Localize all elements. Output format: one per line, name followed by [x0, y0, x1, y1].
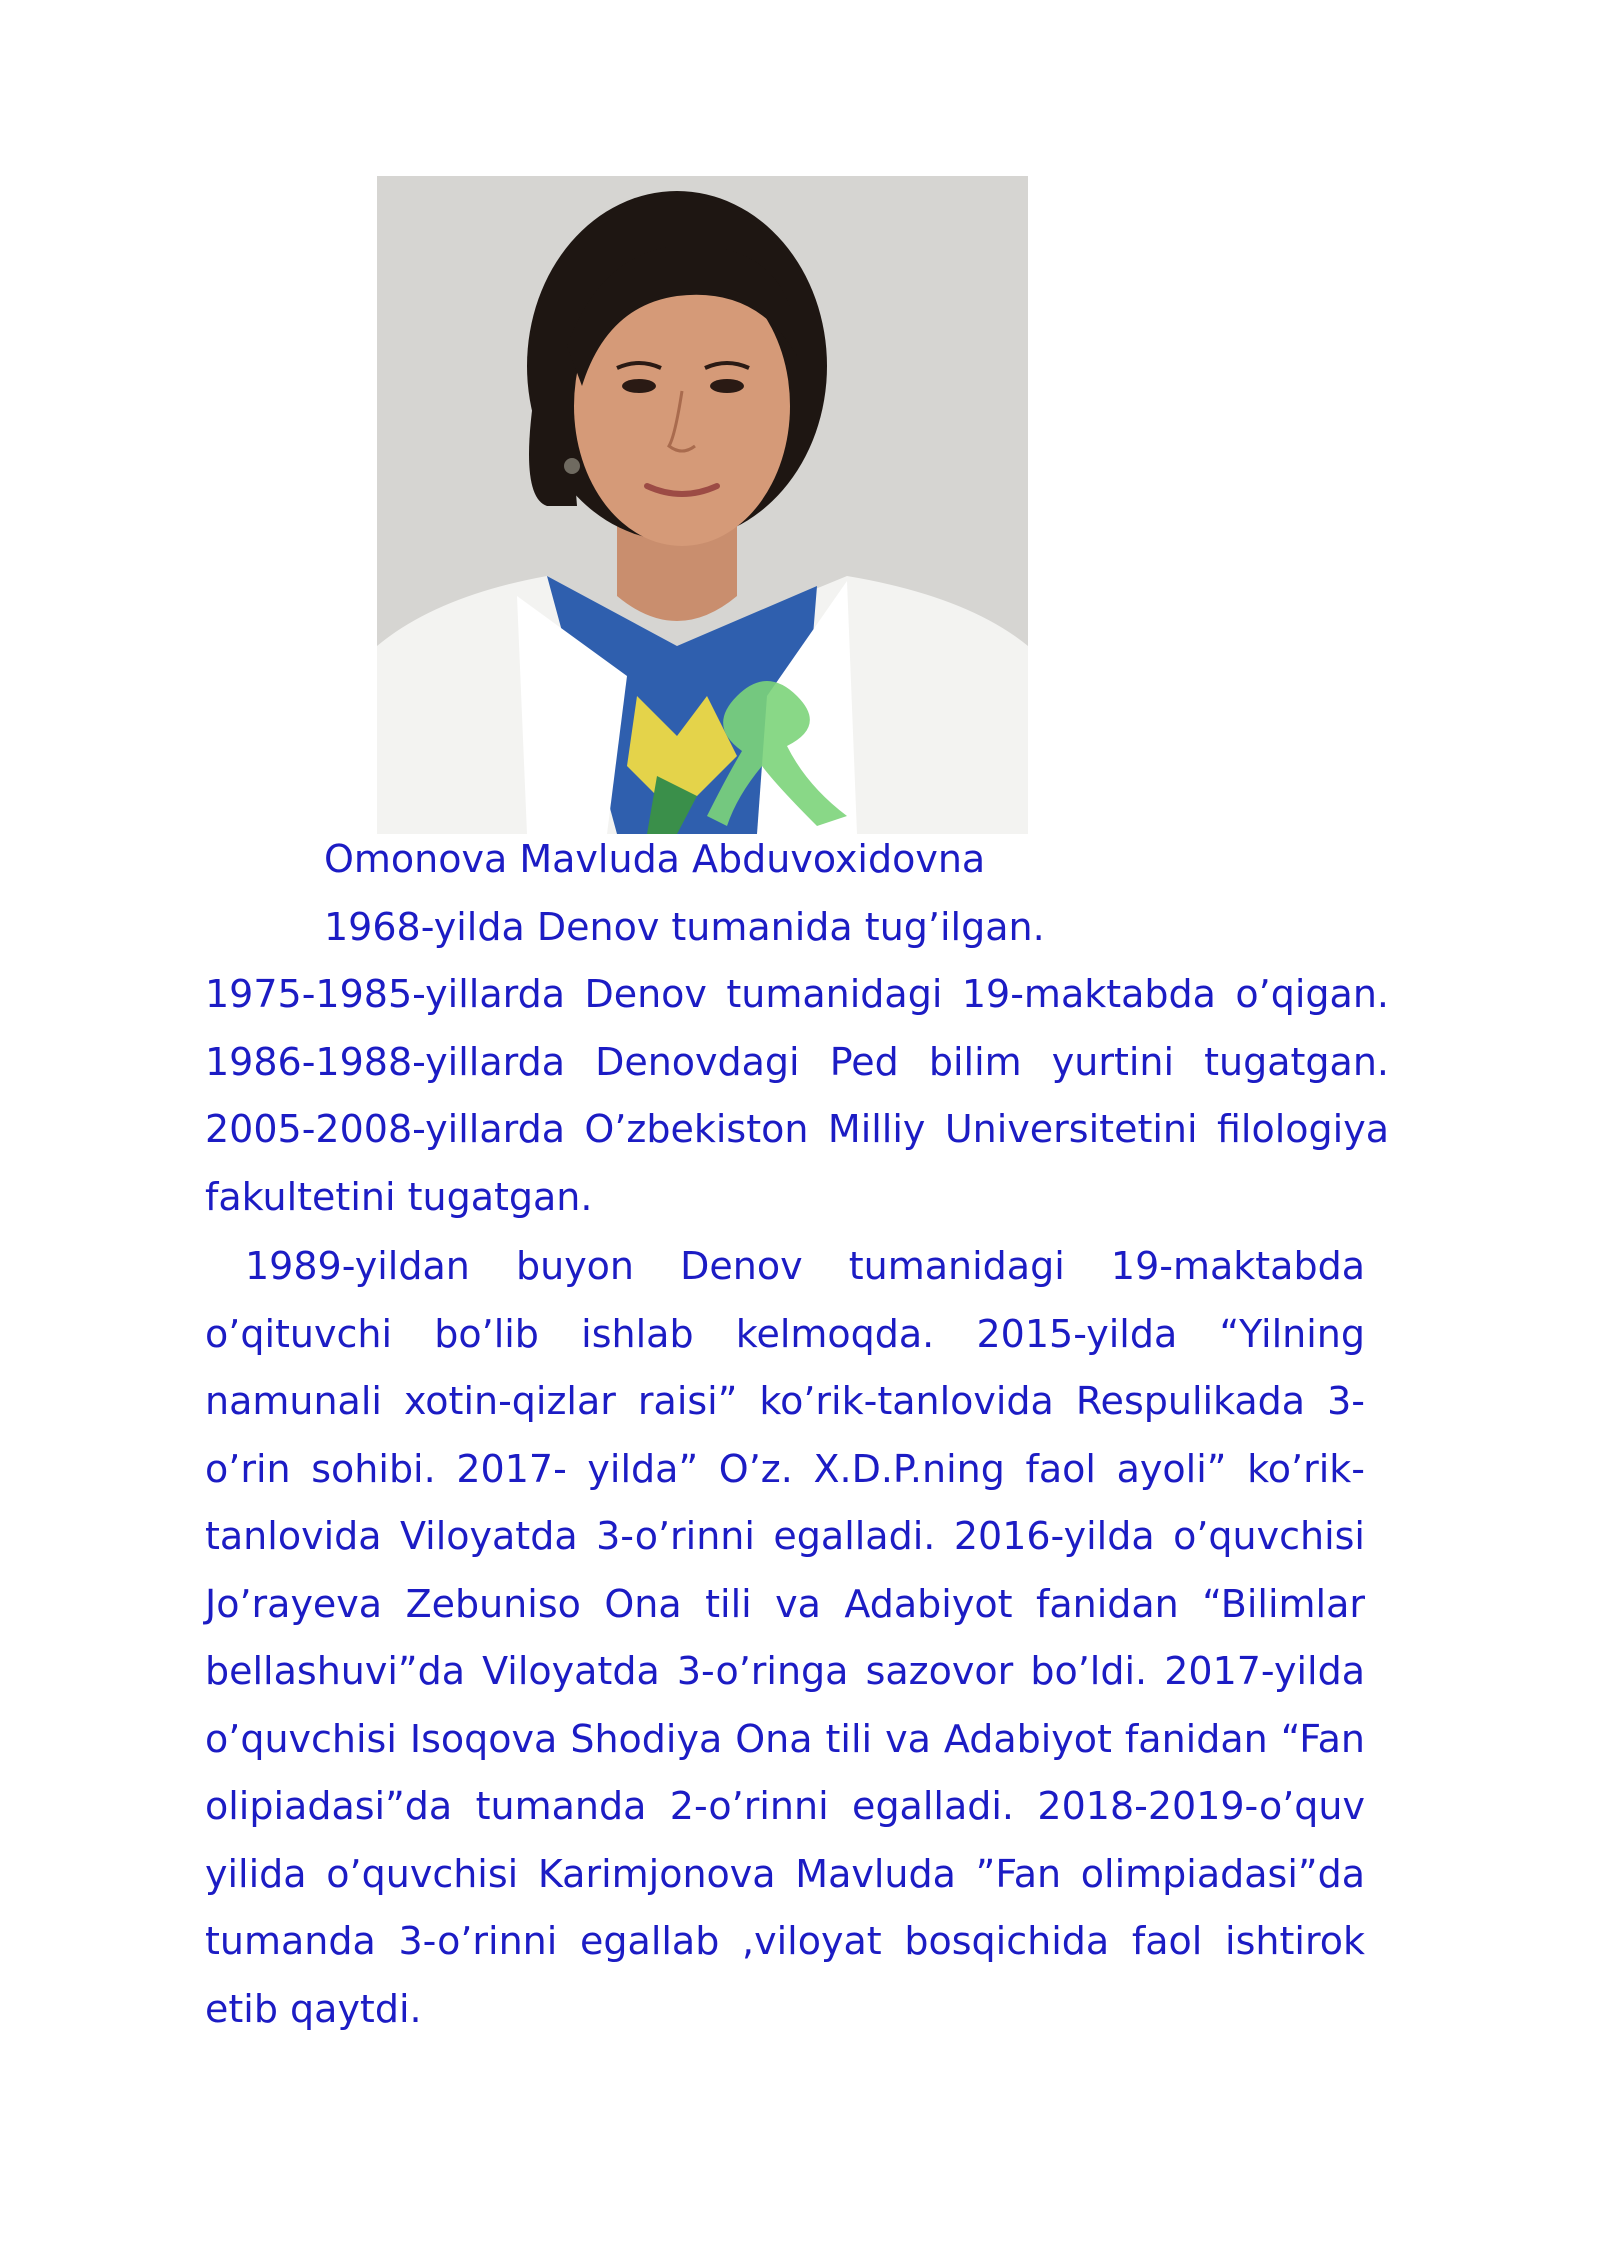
career-paragraph: 1989-yildan buyon Denov tumanidagi 19-maktabda o’qituvchi bo’lib ishlab kelmoqda. 2015-yilda “Yilning namunali xotin-qizlar raisi” ko’rik-tanlovida Respulikada 3-o’rin sohibi. 2017- yilda” O’z. X.D.P.ning faol ayoli” ko’rik-tanlovida Viloyatda 3-o’rinni egalladi. 2016-yilda o’quvchisi Jo’rayeva Zebuniso Ona tili va Adabiyot fanidan “Bilimlar bellashuvi”da Viloyatda 3-o’ringa sazovor bo’ldi. 2017-yilda o’quvchisi Isoqova Shodiya Ona tili va Adabiyot fanidan “Fan olipiadasi”da tumanda 2-o’rinni egalladi. 2018-2019-o’quv yilida o’quvchisi Karimjonova Mavluda ”Fan olimpiadasi”da tumanda 3-o’rinni egallab ,viloyat bosqichida faol ishtirok etib qaytdi.	[205, 1244, 1365, 2031]
portrait-photo	[377, 176, 1028, 834]
person-name: Omonova Mavluda Abduvoxidovna	[324, 837, 986, 881]
education-paragraph: 1975-1985-yillarda Denov tumanidagi 19-maktabda o’qigan. 1986-1988-yillarda Denovdagi Ped bilim yurtini tugatgan. 2005-2008-yillarda O’zbekiston Milliy Universitetini filologiya fakultetini tugatgan.	[205, 972, 1389, 1219]
birth-statement: 1968-yilda Denov tumanida tug’ilgan.	[324, 905, 1045, 949]
portrait-illustration	[377, 176, 1028, 834]
